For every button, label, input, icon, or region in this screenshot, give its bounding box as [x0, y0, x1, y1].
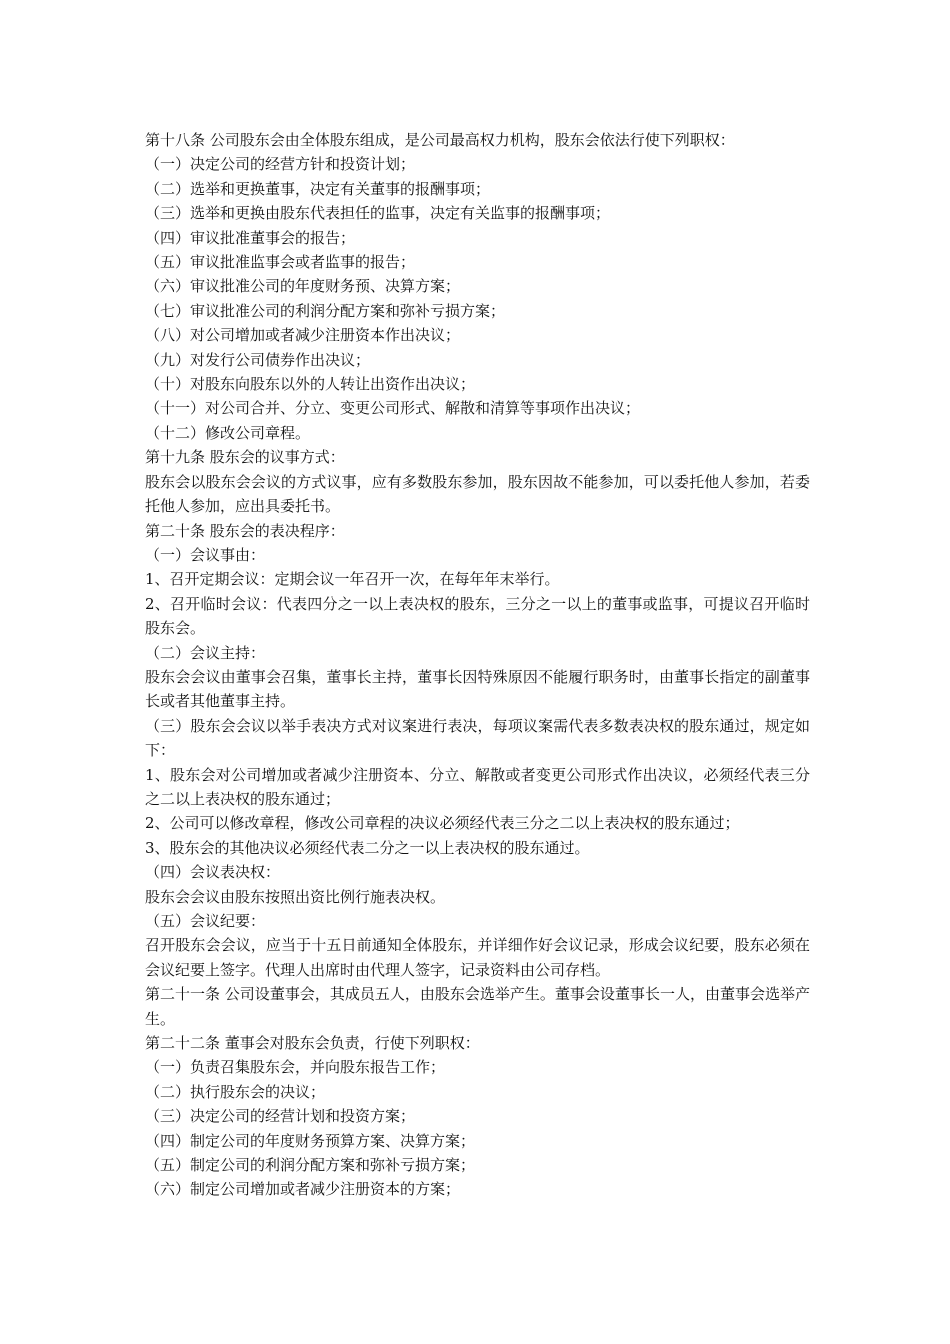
list-item: 1、召开定期会议：定期会议一年召开一次，在每年年末举行。 — [145, 570, 560, 589]
list-item: （三）决定公司的经营计划和投资方案； — [145, 1107, 416, 1126]
document-page — [145, 128, 810, 1202]
paragraph: 召开股东会会议，应当于十五日前通知全体股东，并详细作好会议记录，形成会议纪要，股东必须在会议纪要上签字。代理人出席时由代理人签字，记录资料由公司存档。 — [145, 936, 810, 979]
list-item: （九）对发行公司债券作出决议； — [145, 350, 371, 369]
list-item: （五）审议批准监事会或者监事的报告； — [145, 253, 416, 272]
list-item: （六）审议批准公司的年度财务预、决算方案； — [145, 277, 461, 296]
paragraph: 股东会会议由股东按照出资比例行施表决权。 — [145, 887, 446, 906]
list-item: （六）制定公司增加或者减少注册资本的方案； — [145, 1180, 461, 1199]
list-item: （十）对股东向股东以外的人转让出资作出决议； — [145, 375, 476, 394]
article-19-heading: 第十九条 股东会的议事方式： — [145, 448, 345, 467]
list-item: 3、股东会的其他决议必须经代表二分之一以上表决权的股东通过。 — [145, 838, 590, 857]
article-20-heading: 第二十条 股东会的表决程序： — [145, 521, 345, 540]
list-item: （七）审议批准公司的利润分配方案和弥补亏损方案； — [145, 301, 506, 320]
list-item: 2、召开临时会议：代表四分之一以上表决权的股东，三分之一以上的董事或监事，可提议召开临时股东会。 — [145, 594, 810, 638]
list-item: （一）负责召集股东会，并向股东报告工作； — [145, 1058, 446, 1077]
list-item: （四）审议批准董事会的报告； — [145, 228, 356, 247]
list-item: （三）股东会会议以举手表决方式对议案进行表决，每项议案需代表多数表决权的股东通过，规定如下： — [145, 716, 810, 760]
list-item: （二）选举和更换董事，决定有关董事的报酬事项； — [145, 179, 491, 198]
list-item: （二）会议主持： — [145, 643, 266, 662]
list-item: （一）会议事由： — [145, 545, 266, 564]
article-21-heading: 第二十一条 公司设董事会，其成员五人，由股东会选举产生。董事会设董事长一人，由董事会选举产生。 — [145, 985, 810, 1028]
list-item: （一）决定公司的经营方针和投资计划； — [145, 155, 416, 174]
list-item: （三）选举和更换由股东代表担任的监事，决定有关监事的报酬事项； — [145, 204, 611, 223]
paragraph: 股东会会议由董事会召集，董事长主持，董事长因特殊原因不能履行职务时，由董事长指定的副董事长或者其他董事主持。 — [145, 667, 810, 711]
list-item: （十二）修改公司章程。 — [145, 423, 311, 442]
list-item: 2、公司可以修改章程，修改公司章程的决议必须经代表三分之二以上表决权的股东通过； — [145, 814, 740, 833]
list-item: 1、股东会对公司增加或者减少注册资本、分立、解散或者变更公司形式作出决议，必须经代表三分之二以上表决权的股东通过； — [145, 765, 810, 808]
list-item: （八）对公司增加或者减少注册资本作出决议； — [145, 326, 461, 345]
list-item: （四）制定公司的年度财务预算方案、决算方案； — [145, 1131, 476, 1150]
list-item: （二）执行股东会的决议； — [145, 1082, 326, 1101]
list-item: （十一）对公司合并、分立、变更公司形式、解散和清算等事项作出决议； — [145, 399, 641, 418]
list-item: （五）制定公司的利润分配方案和弥补亏损方案； — [145, 1156, 476, 1175]
list-item: （四）会议表决权： — [145, 863, 281, 882]
list-item: （五）会议纪要： — [145, 912, 266, 930]
paragraph: 股东会以股东会会议的方式议事，应有多数股东参加，股东因故不能参加，可以委托他人参加，若委托他人参加，应出具委托书。 — [145, 472, 810, 516]
article-22-heading: 第二十二条 董事会对股东会负责，行使下列职权： — [145, 1034, 480, 1053]
article-18-heading: 第十八条 公司股东会由全体股东组成，是公司最高权力机构，股东会依法行使下列职权： — [145, 131, 735, 149]
